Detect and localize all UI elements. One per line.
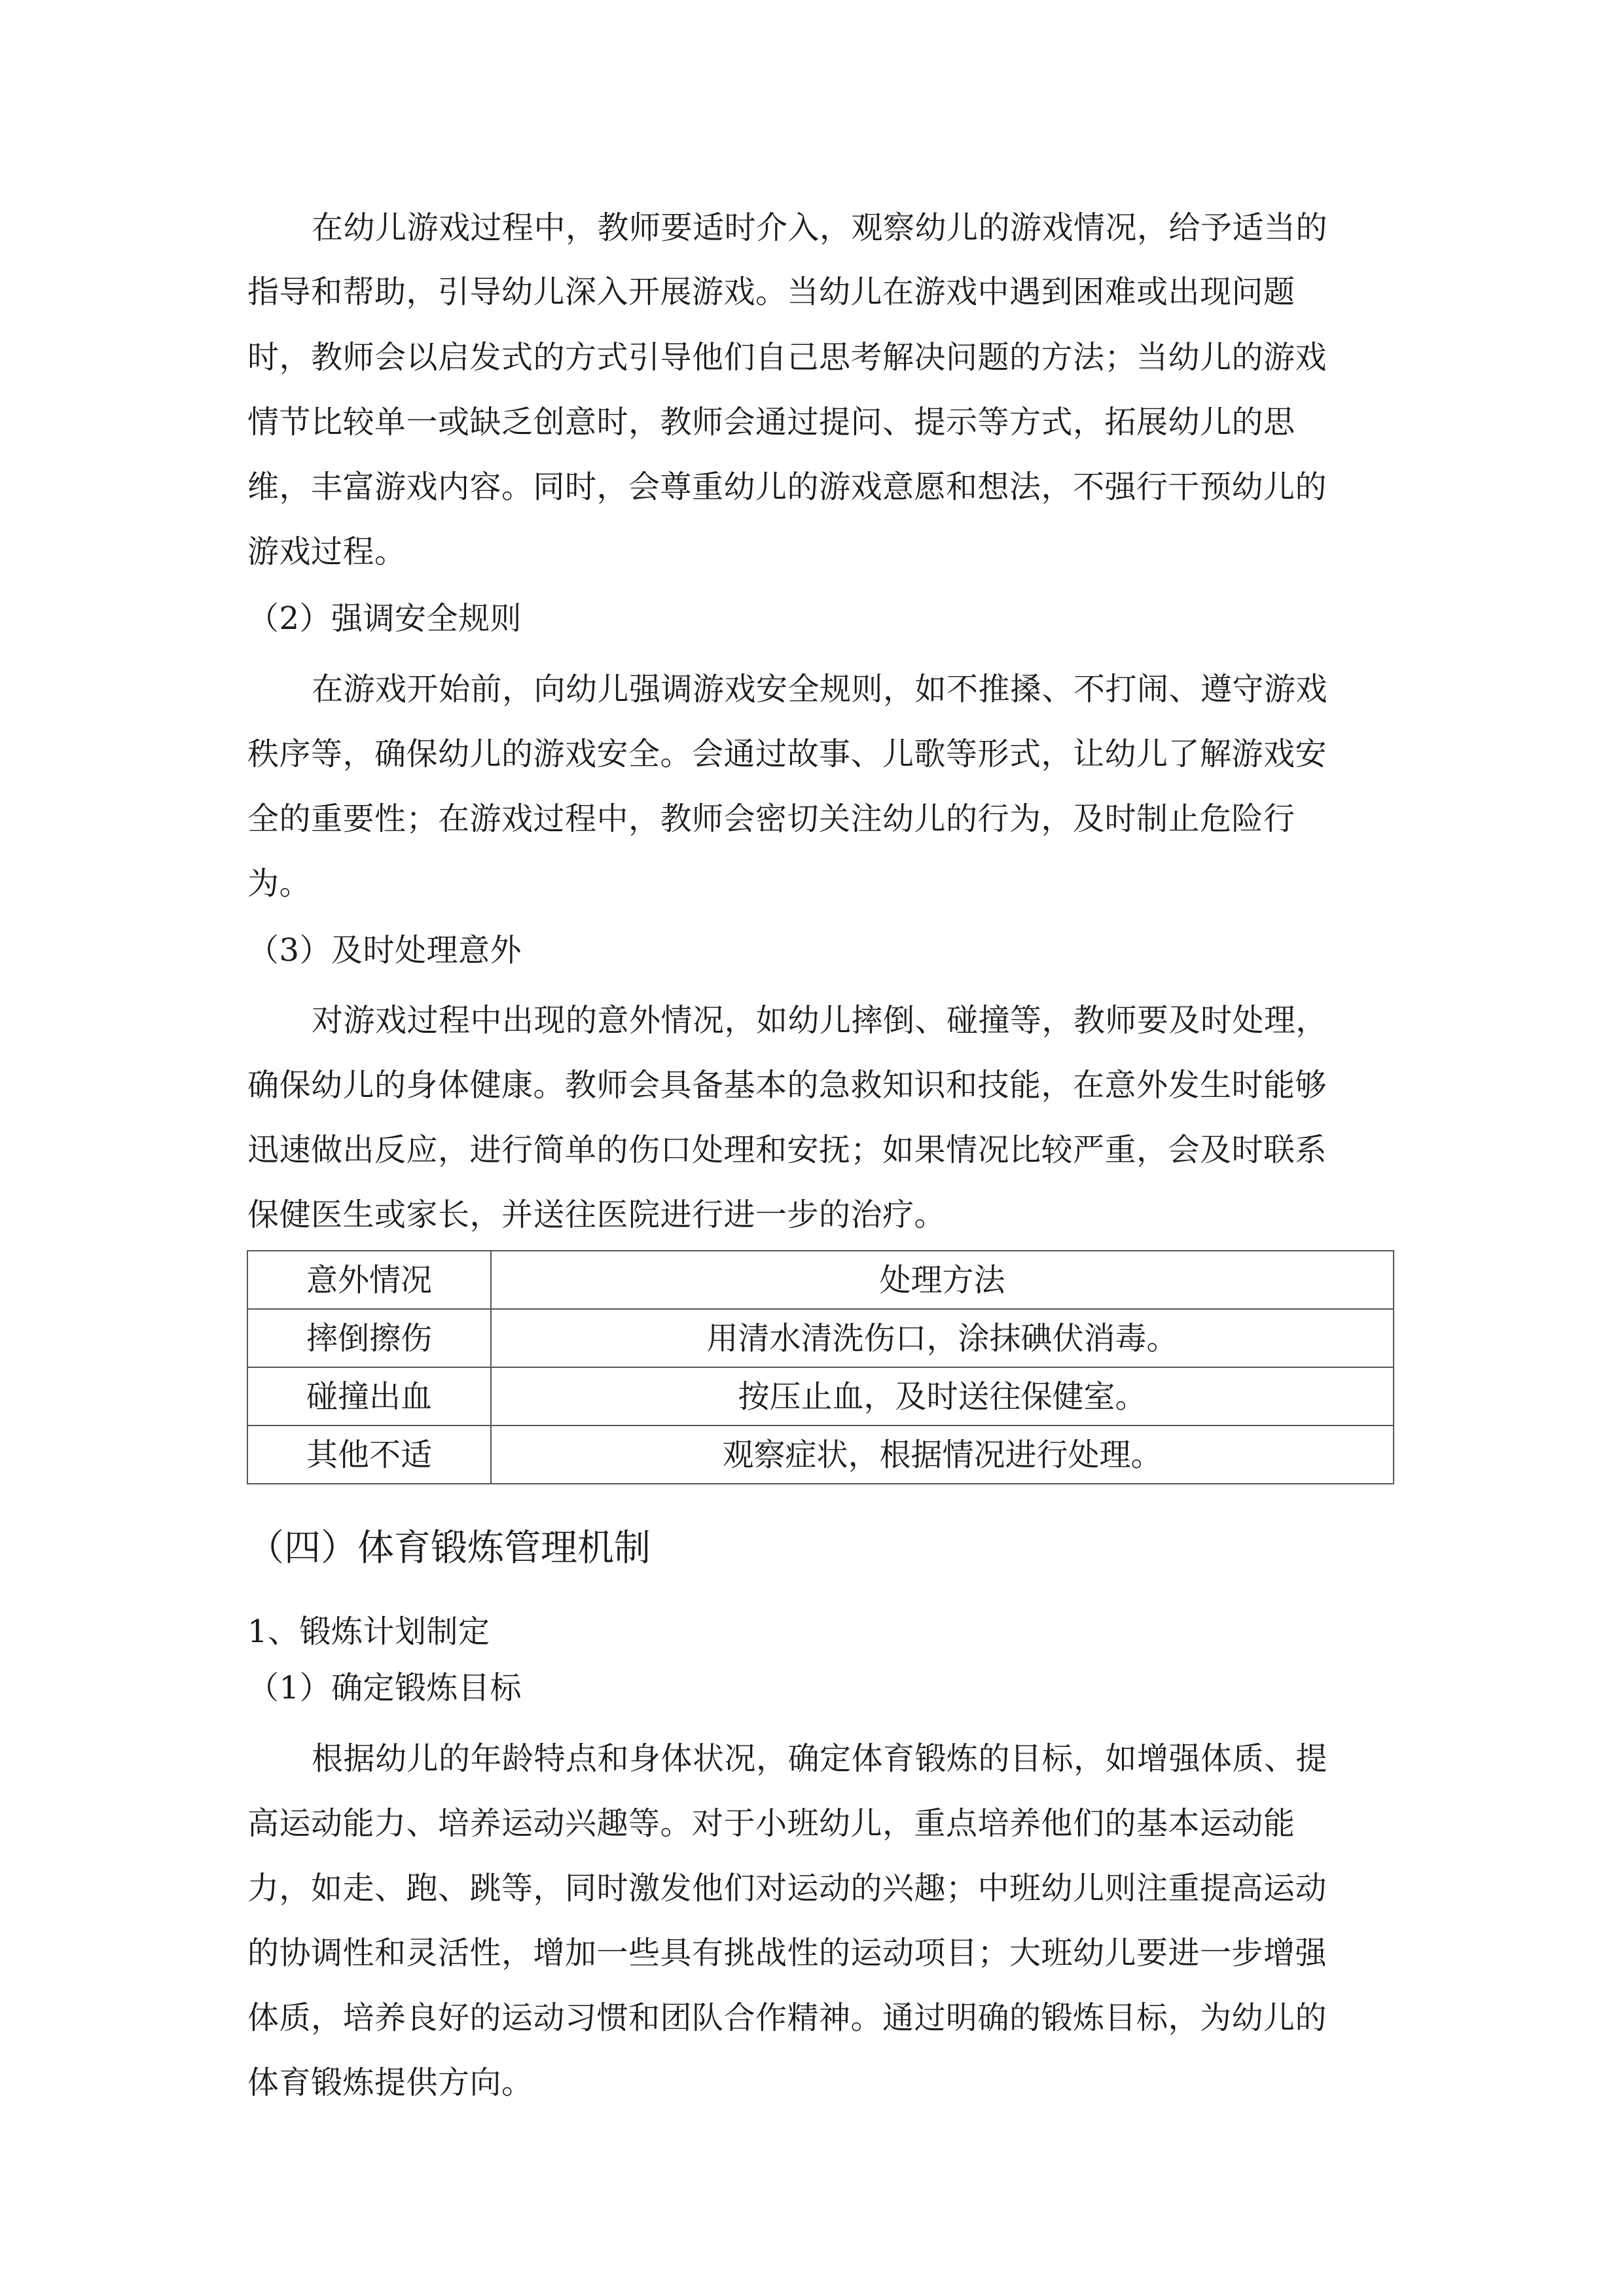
table-header-cell: 处理方法 xyxy=(491,1251,1394,1309)
section-four-line-1: 根据幼儿的年龄特点和身体状况，确定体育锻炼的目标，如增强体质、提 xyxy=(312,1740,1328,1777)
table-cell: 摔倒擦伤 xyxy=(247,1309,491,1367)
section-accident-line-3: 迅速做出反应，进行简单的伤口处理和安抚；如果情况比较严重，会及时联系 xyxy=(247,1132,1327,1168)
table-cell: 观察症状，根据情况进行处理。 xyxy=(491,1426,1394,1484)
paragraph-intervene-line-6: 游戏过程。 xyxy=(247,533,406,570)
table-cell: 用清水清洗伤口，涂抹碘伏消毒。 xyxy=(491,1309,1394,1367)
section-accident-line-2: 确保幼儿的身体健康。教师会具备基本的急救知识和技能，在意外发生时能够 xyxy=(247,1067,1327,1103)
section-four-line-3: 力，如走、跑、跳等，同时激发他们对运动的兴趣；中班幼儿则注重提高运动 xyxy=(247,1870,1327,1907)
table-header-cell: 意外情况 xyxy=(247,1251,491,1309)
table-row xyxy=(247,1426,1394,1484)
accident-table xyxy=(247,1250,1394,1484)
paragraph-intervene-line-1: 在幼儿游戏过程中，教师要适时介入，观察幼儿的游戏情况，给予适当的 xyxy=(312,209,1328,246)
section-safety-title: （2）强调安全规则 xyxy=(247,600,522,637)
section-four-subheading: 1、锻炼计划制定 xyxy=(247,1613,490,1650)
section-safety-line-2: 秩序等，确保幼儿的游戏安全。会通过故事、儿歌等形式，让幼儿了解游戏安 xyxy=(247,736,1327,772)
paragraph-intervene-line-5: 维，丰富游戏内容。同时，会尊重幼儿的游戏意愿和想法，不强行干预幼儿的 xyxy=(247,469,1327,505)
table-header-row xyxy=(247,1251,1394,1309)
section-four-sub-title: （1）确定锻炼目标 xyxy=(247,1670,522,1706)
section-safety-line-1: 在游戏开始前，向幼儿强调游戏安全规则，如不推搡、不打闹、遵守游戏 xyxy=(312,671,1328,708)
section-accident-title: （3）及时处理意外 xyxy=(247,932,522,969)
paragraph-intervene-line-2: 指导和帮助，引导幼儿深入开展游戏。当幼儿在游戏中遇到困难或出现问题 xyxy=(247,274,1295,310)
table-cell: 碰撞出血 xyxy=(247,1367,491,1426)
table-row xyxy=(247,1309,1394,1367)
section-accident-line-4: 保健医生或家长，并送往医院进行进一步的治疗。 xyxy=(247,1196,947,1233)
section-four-line-5: 体质，培养良好的运动习惯和团队合作精神。通过明确的锻炼目标，为幼儿的 xyxy=(247,2000,1327,2036)
section-four-heading: （四）体育锻炼管理机制 xyxy=(247,1527,651,1570)
paragraph-intervene-line-3: 时，教师会以启发式的方式引导他们自己思考解决问题的方法；当幼儿的游戏 xyxy=(247,339,1327,376)
section-four-line-4: 的协调性和灵活性，增加一些具有挑战性的运动项目；大班幼儿要进一步增强 xyxy=(247,1935,1327,1971)
section-four-line-6: 体育锻炼提供方向。 xyxy=(247,2064,533,2101)
table-cell: 其他不适 xyxy=(247,1426,491,1484)
table-row xyxy=(247,1367,1394,1426)
paragraph-intervene-line-4: 情节比较单一或缺乏创意时，教师会通过提问、提示等方式，拓展幼儿的思 xyxy=(247,404,1295,440)
section-safety-line-4: 为。 xyxy=(247,865,312,902)
section-safety-line-3: 全的重要性；在游戏过程中，教师会密切关注幼儿的行为，及时制止危险行 xyxy=(247,800,1295,837)
table-cell: 按压止血，及时送往保健室。 xyxy=(491,1367,1394,1426)
section-accident-line-1: 对游戏过程中出现的意外情况，如幼儿摔倒、碰撞等，教师要及时处理， xyxy=(312,1002,1328,1039)
section-four-line-2: 高运动能力、培养运动兴趣等。对于小班幼儿，重点培养他们的基本运动能 xyxy=(247,1805,1295,1842)
